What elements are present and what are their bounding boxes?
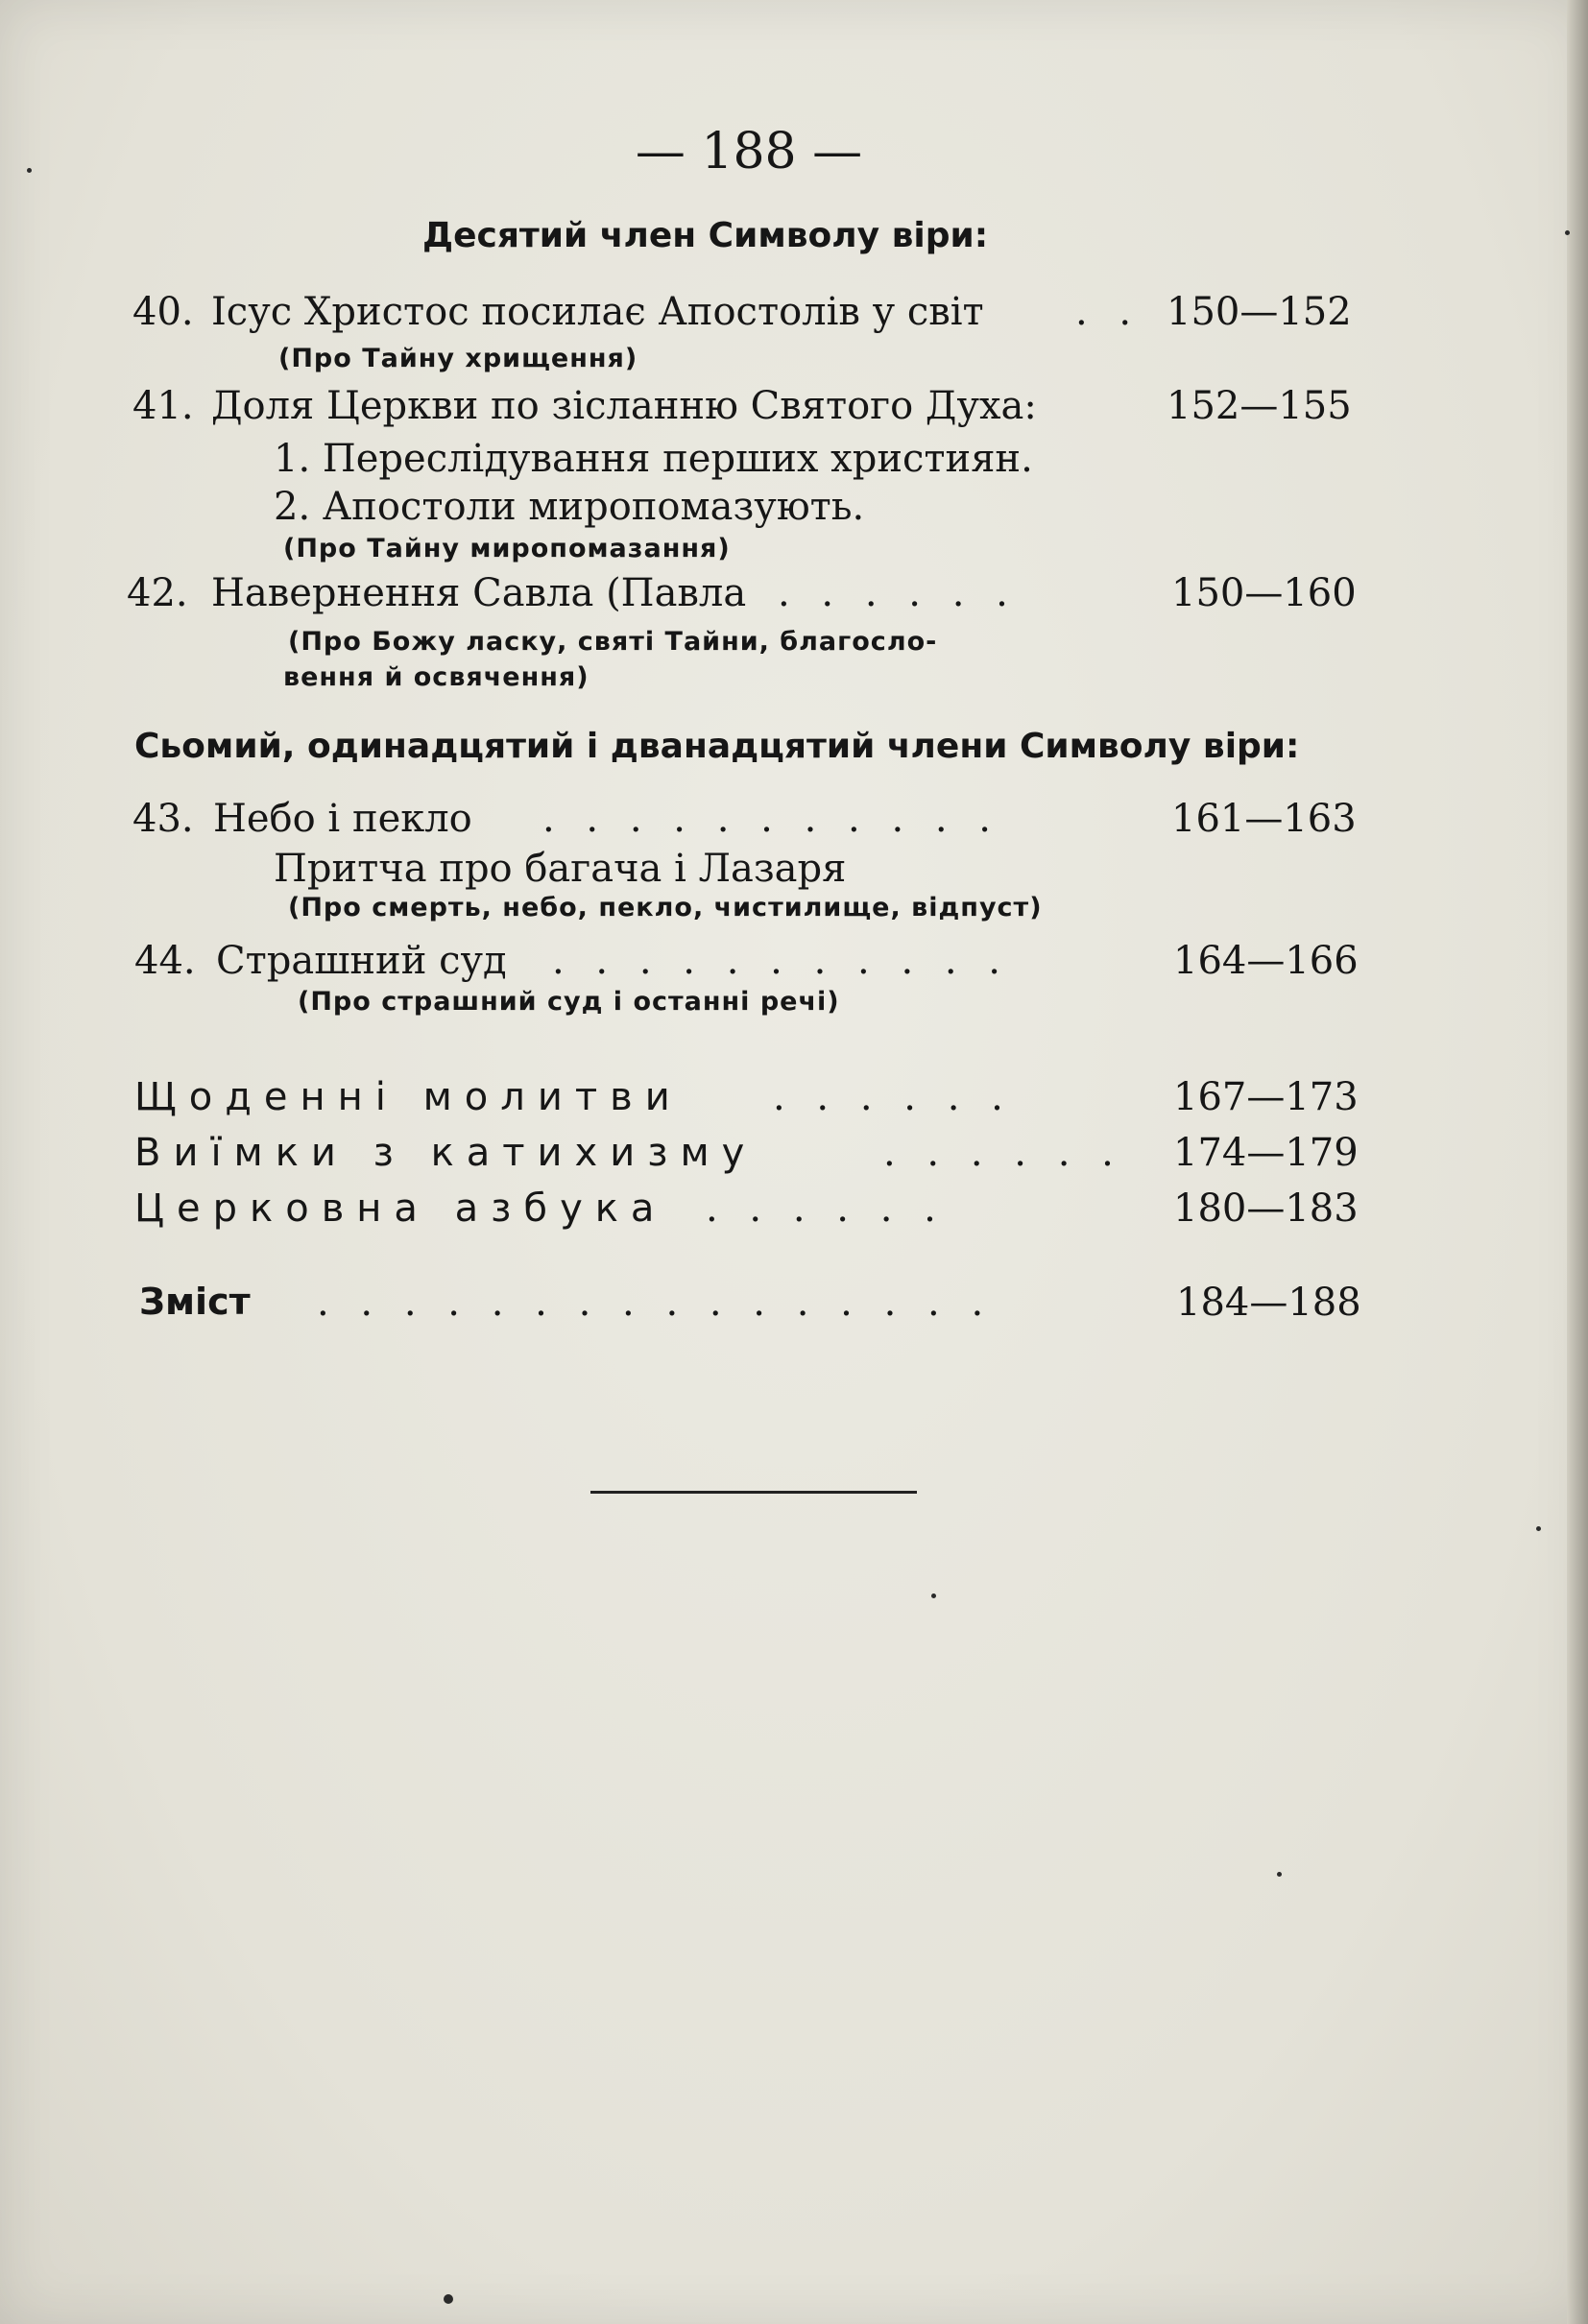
page-edge xyxy=(1567,0,1588,2324)
entry-43-leader: . . . . . . . . . . . xyxy=(542,797,1001,841)
church-alphabet-pages: 180—183 xyxy=(1173,1186,1359,1231)
entry-41-note: (Про Тайну миропомазання) xyxy=(283,534,731,563)
entry-40-leader: . . xyxy=(1075,290,1142,334)
entry-44-note: (Про страшний суд і останні речі) xyxy=(298,987,840,1017)
entry-43-number: 43. xyxy=(132,797,194,841)
entry-40-note: (Про Тайну хрищення) xyxy=(278,344,638,373)
entry-contents: Зміст xyxy=(139,1281,251,1323)
entry-44-number: 44. xyxy=(134,939,196,983)
daily-prayers-pages: 167—173 xyxy=(1173,1075,1359,1119)
entry-41-sub-2: 2. Апостоли миропомазують. xyxy=(274,485,865,529)
entry-41-pages: 152—155 xyxy=(1167,384,1352,428)
entry-catechism-excerpts: Виїмки з катихизму xyxy=(134,1131,758,1175)
entry-43-pages: 161—163 xyxy=(1171,797,1357,841)
closing-rule xyxy=(590,1491,917,1494)
entry-43-note: (Про смерть, небо, пекло, чистилище, відпуст) xyxy=(288,893,1043,922)
church-alphabet-leader: . . . . . . xyxy=(706,1186,946,1231)
entry-43-title: Небо і пекло xyxy=(213,797,472,841)
section-heading-seventh: Сьомий, одинадцятий і дванадцятий члени Символу віри: xyxy=(134,727,1300,766)
entry-43-sub: Притча про багача і Лазаря xyxy=(274,847,847,891)
scan-speck xyxy=(1565,230,1570,235)
entry-42-note-line-1: (Про Божу ласку, святі Тайни, благосло- xyxy=(288,627,938,657)
entry-40-number: 40. xyxy=(132,290,194,334)
contents-leader: . . . . . . . . . . . . . . . . xyxy=(317,1281,994,1325)
entry-42-pages: 150—160 xyxy=(1171,571,1357,615)
entry-daily-prayers: Щоденні молитви xyxy=(134,1075,683,1119)
entry-40-pages: 150—152 xyxy=(1167,290,1352,334)
entry-41-sub-1: 1. Переслідування перших християн. xyxy=(274,437,1033,481)
daily-prayers-leader: . . . . . . xyxy=(773,1075,1013,1119)
entry-44-leader: . . . . . . . . . . . xyxy=(552,939,1011,983)
page-number: — 188 — xyxy=(635,123,863,180)
scan-speck xyxy=(1277,1872,1282,1877)
contents-pages: 184—188 xyxy=(1176,1281,1361,1325)
entry-42-number: 42. xyxy=(127,571,188,615)
entry-42-leader: . . . . . . xyxy=(778,571,1018,615)
entry-41-title: Доля Церкви по зісланню Святого Духа: xyxy=(211,384,1037,428)
scan-speck xyxy=(27,168,32,173)
catechism-excerpts-pages: 174—179 xyxy=(1173,1131,1359,1175)
entry-44-pages: 164—166 xyxy=(1173,939,1359,983)
entry-41-number: 41. xyxy=(132,384,194,428)
entry-44-title: Страшний суд xyxy=(216,939,507,983)
catechism-excerpts-leader: . . . . . . xyxy=(883,1131,1123,1175)
entry-40-title: Ісус Христос посилає Апостолів у світ xyxy=(211,290,984,334)
entry-42-note-line-2: вення й освячення) xyxy=(283,662,589,692)
section-heading-tenth: Десятий член Символу віри: xyxy=(422,216,989,255)
scan-speck xyxy=(444,2294,453,2304)
entry-church-alphabet: Церковна азбука xyxy=(134,1186,667,1231)
scan-speck xyxy=(931,1593,936,1598)
scan-speck xyxy=(1536,1526,1541,1531)
entry-42-title: Навернення Савла (Павла xyxy=(211,571,747,615)
